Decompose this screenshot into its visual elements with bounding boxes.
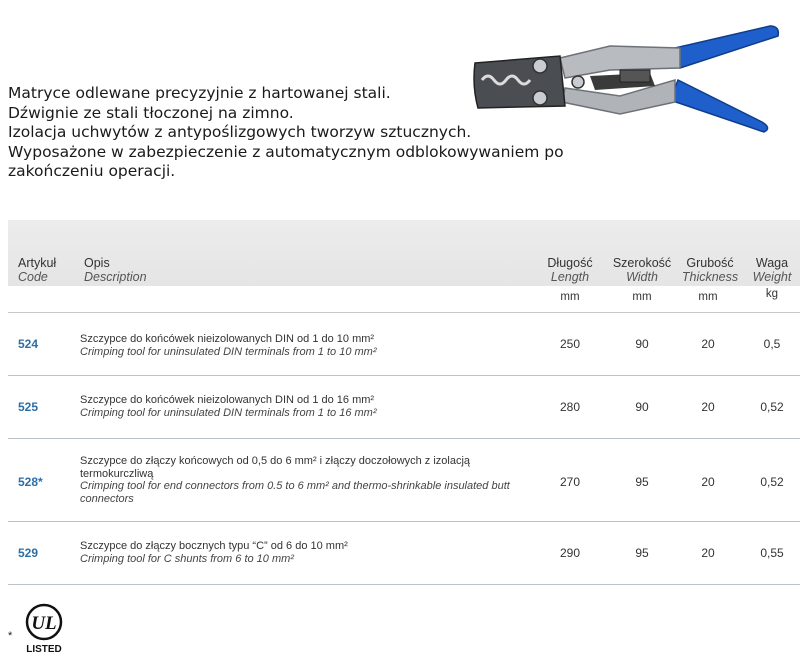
ul-logo-caption: LISTED — [26, 644, 62, 655]
intro-line: zakończeniu operacji. — [8, 162, 176, 180]
row-length: 280 — [559, 400, 581, 414]
row-description: Szczypce do końcówek nieizolowanych DIN od 1 do 10 mm² Crimping tool for uninsulated DIN terminals from 1 to 10 mm² — [80, 333, 377, 358]
row-weight: 0,5 — [763, 337, 781, 351]
header-thickness: Grubość Thickness — [681, 256, 739, 284]
row-code: 528* — [18, 475, 43, 489]
row-length: 290 — [559, 546, 581, 560]
intro-line: Izolacja uchwytów z antypoślizgowych tworzyw sztucznych. — [8, 123, 472, 141]
product-table — [8, 220, 800, 585]
unit-weight: kg — [765, 288, 779, 300]
row-thickness: 20 — [701, 475, 715, 489]
row-weight: 0,52 — [760, 400, 784, 414]
header-description: Opis Description — [84, 256, 147, 284]
ul-logo-text: UL — [31, 613, 57, 634]
header-code: Artykuł Code — [18, 256, 57, 284]
table-header — [8, 220, 800, 313]
row-description: Szczypce do złączy końcowych od 0,5 do 6 mm² i złączy doczołowych z izolacją termokurczliwą Crimping tool for end connectors from 0.5 to 6 mm² and thermo-shrinkable insulated butt connectors — [80, 455, 510, 505]
row-weight: 0,52 — [760, 475, 784, 489]
row-length: 250 — [559, 337, 581, 351]
header-length: Długość Length — [547, 256, 593, 284]
intro-line: Wyposażone w zabezpieczenie z automatycznym odblokowywaniem po — [8, 142, 564, 161]
row-width: 90 — [635, 337, 649, 351]
header-width: Szerokość Width — [612, 256, 672, 284]
table-row — [8, 522, 800, 585]
row-code: 524 — [18, 337, 39, 351]
unit-length: mm — [560, 291, 580, 303]
row-weight: 0,55 — [760, 546, 784, 560]
ul-listed-logo — [24, 602, 64, 656]
row-code: 529 — [18, 546, 39, 560]
row-length: 270 — [559, 475, 581, 489]
table-row — [8, 376, 800, 439]
table-row — [8, 439, 800, 522]
row-thickness: 20 — [701, 546, 715, 560]
row-code: 525 — [18, 400, 39, 414]
unit-thickness: mm — [698, 291, 718, 303]
row-width: 90 — [635, 400, 649, 414]
row-thickness: 20 — [701, 400, 715, 414]
crimping-tool-image — [470, 18, 782, 142]
row-width: 95 — [635, 475, 649, 489]
footnote-marker: * — [8, 630, 13, 642]
intro-line: Matryce odlewane precyzyjnie z hartowanej stali. — [8, 84, 391, 102]
header-weight: Waga Weight — [752, 256, 792, 284]
unit-width: mm — [632, 291, 652, 303]
row-description: Szczypce do końcówek nieizolowanych DIN od 1 do 16 mm² Crimping tool for uninsulated DIN terminals from 1 to 16 mm² — [80, 394, 377, 419]
intro-line: Dźwignie ze stali tłoczonej na zimno. — [8, 103, 294, 122]
table-row — [8, 313, 800, 376]
row-width: 95 — [635, 546, 649, 560]
row-thickness: 20 — [701, 337, 715, 351]
row-description: Szczypce do złączy bocznych typu “C” od 6 do 10 mm² Crimping tool for C shunts from 6 to 10 mm² — [80, 540, 348, 565]
